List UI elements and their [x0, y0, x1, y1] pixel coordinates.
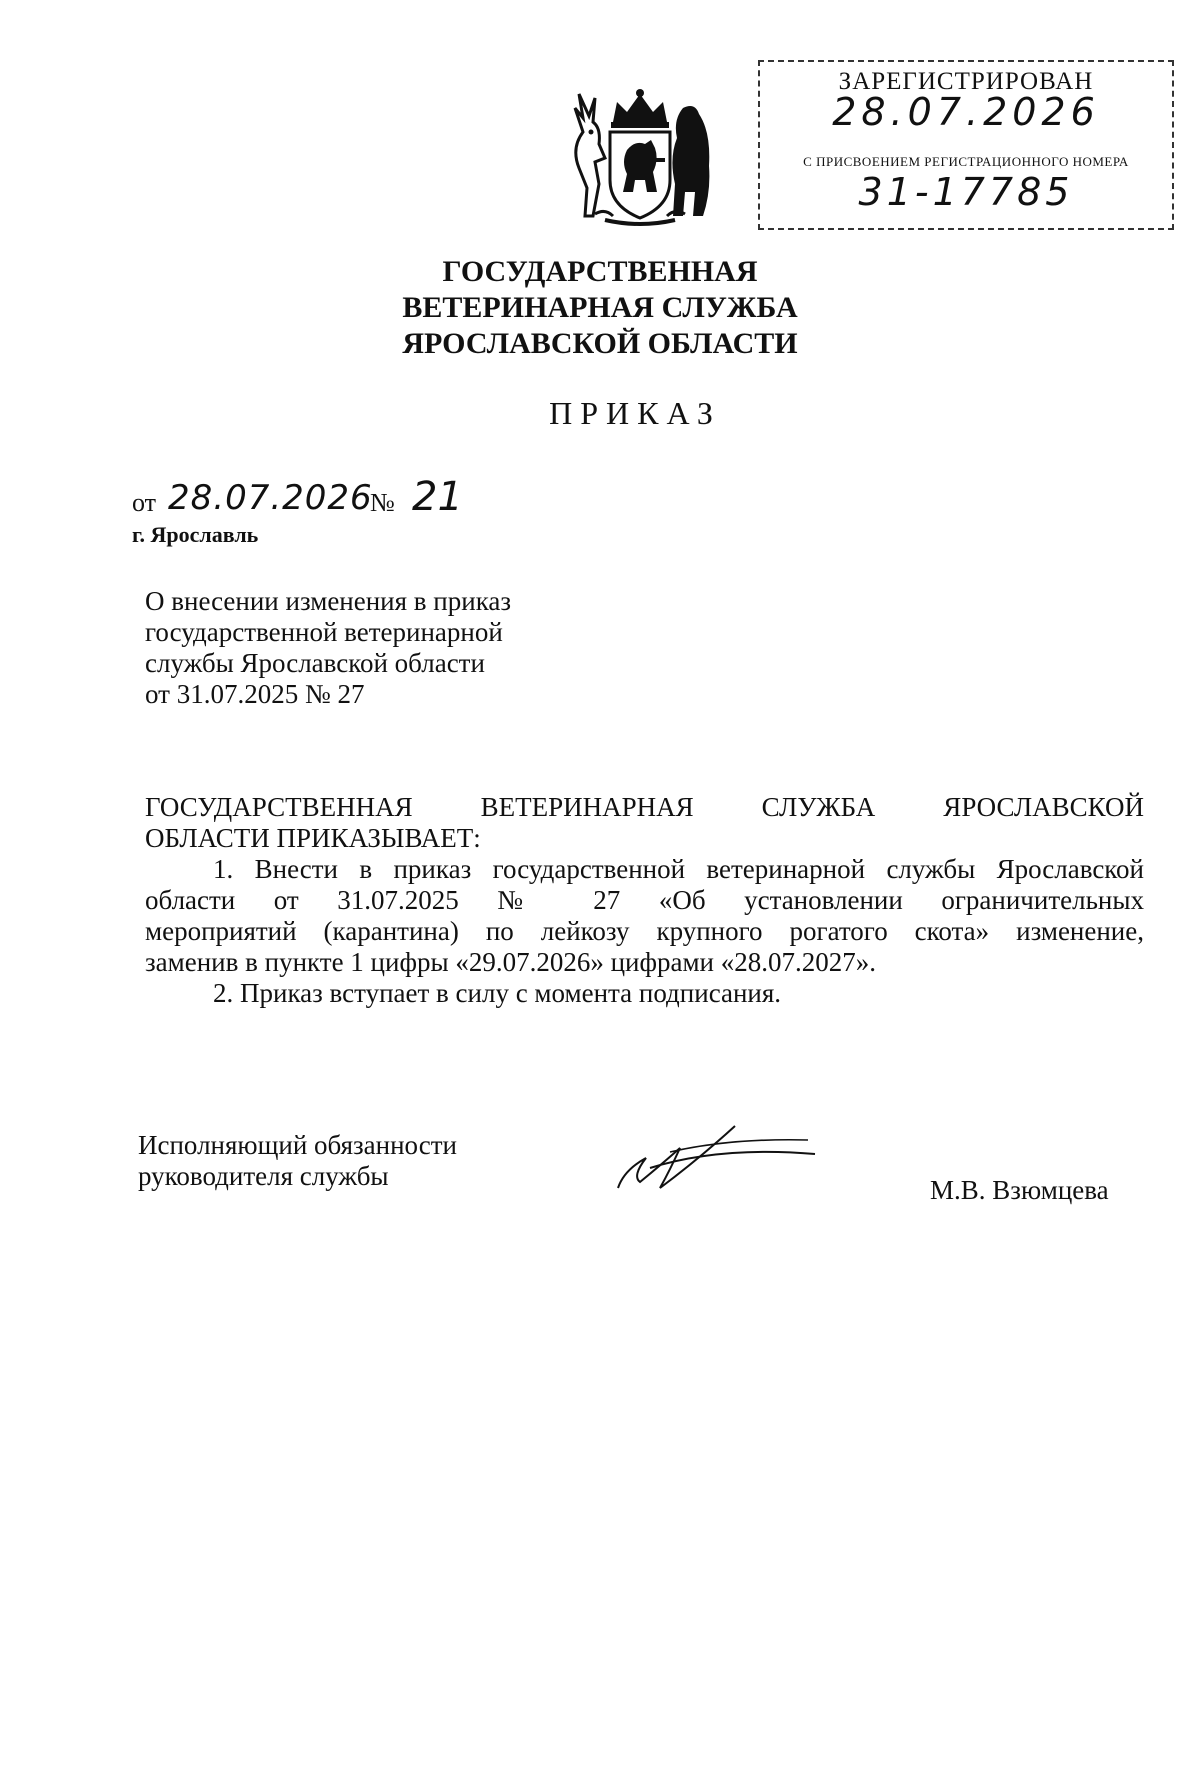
order-subject	[145, 586, 745, 710]
coat-of-arms-icon	[565, 88, 715, 228]
preamble-line-1: ГОСУДАРСТВЕННАЯ ВЕТЕРИНАРНАЯ СЛУЖБА ЯРОСЛАВСКОЙ	[145, 792, 1144, 822]
position-line-1: Исполняющий обязанности	[138, 1130, 457, 1160]
number-prefix: №	[370, 488, 395, 517]
subject-line-4: от 31.07.2025 № 27	[145, 679, 365, 709]
order-number: 21	[412, 474, 463, 520]
stamp-title: ЗАРЕГИСТРИРОВАН	[838, 68, 1094, 95]
subject-line-1: О внесении изменения в приказ	[145, 586, 512, 616]
signatory-position	[138, 1130, 638, 1192]
subject-line-2: государственной ветеринарной	[145, 617, 503, 647]
city: г. Ярославль	[132, 522, 259, 547]
org-name-line-3: ЯРОСЛАВСКОЙ ОБЛАСТИ	[402, 327, 798, 360]
org-name-line-1: ГОСУДАРСТВЕННАЯ	[442, 255, 758, 288]
item-1-line-4: заменив в пункте 1 цифры «29.07.2026» цифрами «28.07.2027».	[145, 947, 877, 977]
item-1-line-1: 1. Внести в приказ государственной ветеринарной службы Ярославской	[213, 854, 1144, 884]
stamp-date: 28.07.2026	[832, 90, 1100, 134]
org-name-line-2: ВЕТЕРИНАРНАЯ СЛУЖБА	[402, 291, 798, 324]
document-type: ПРИКАЗ	[549, 395, 721, 431]
stamp-number: 31-17785	[858, 170, 1074, 214]
order-body	[145, 792, 1144, 1009]
stamp-caption: С ПРИСВОЕНИЕМ РЕГИСТРАЦИОННОГО НОМЕРА	[803, 154, 1129, 169]
item-1-line-3: мероприятий (карантина) по лейкозу крупного рогатого скота» изменение,	[145, 916, 1144, 946]
subject-line-3: службы Ярославской области	[145, 648, 485, 678]
registration-stamp	[758, 60, 1174, 230]
position-line-2: руководителя службы	[138, 1161, 389, 1191]
date-prefix: от	[132, 488, 157, 517]
preamble-line-2: ОБЛАСТИ ПРИКАЗЫВАЕТ:	[145, 823, 481, 853]
item-2: 2. Приказ вступает в силу с момента подписания.	[213, 978, 782, 1008]
order-date: 28.07.2026	[168, 478, 373, 518]
signature-icon	[610, 1118, 820, 1198]
signatory-name: М.В. Взюмцева	[930, 1175, 1109, 1205]
item-1-line-2: области от 31.07.2025 № 27 «Об установлении ограничительных	[145, 885, 1144, 915]
